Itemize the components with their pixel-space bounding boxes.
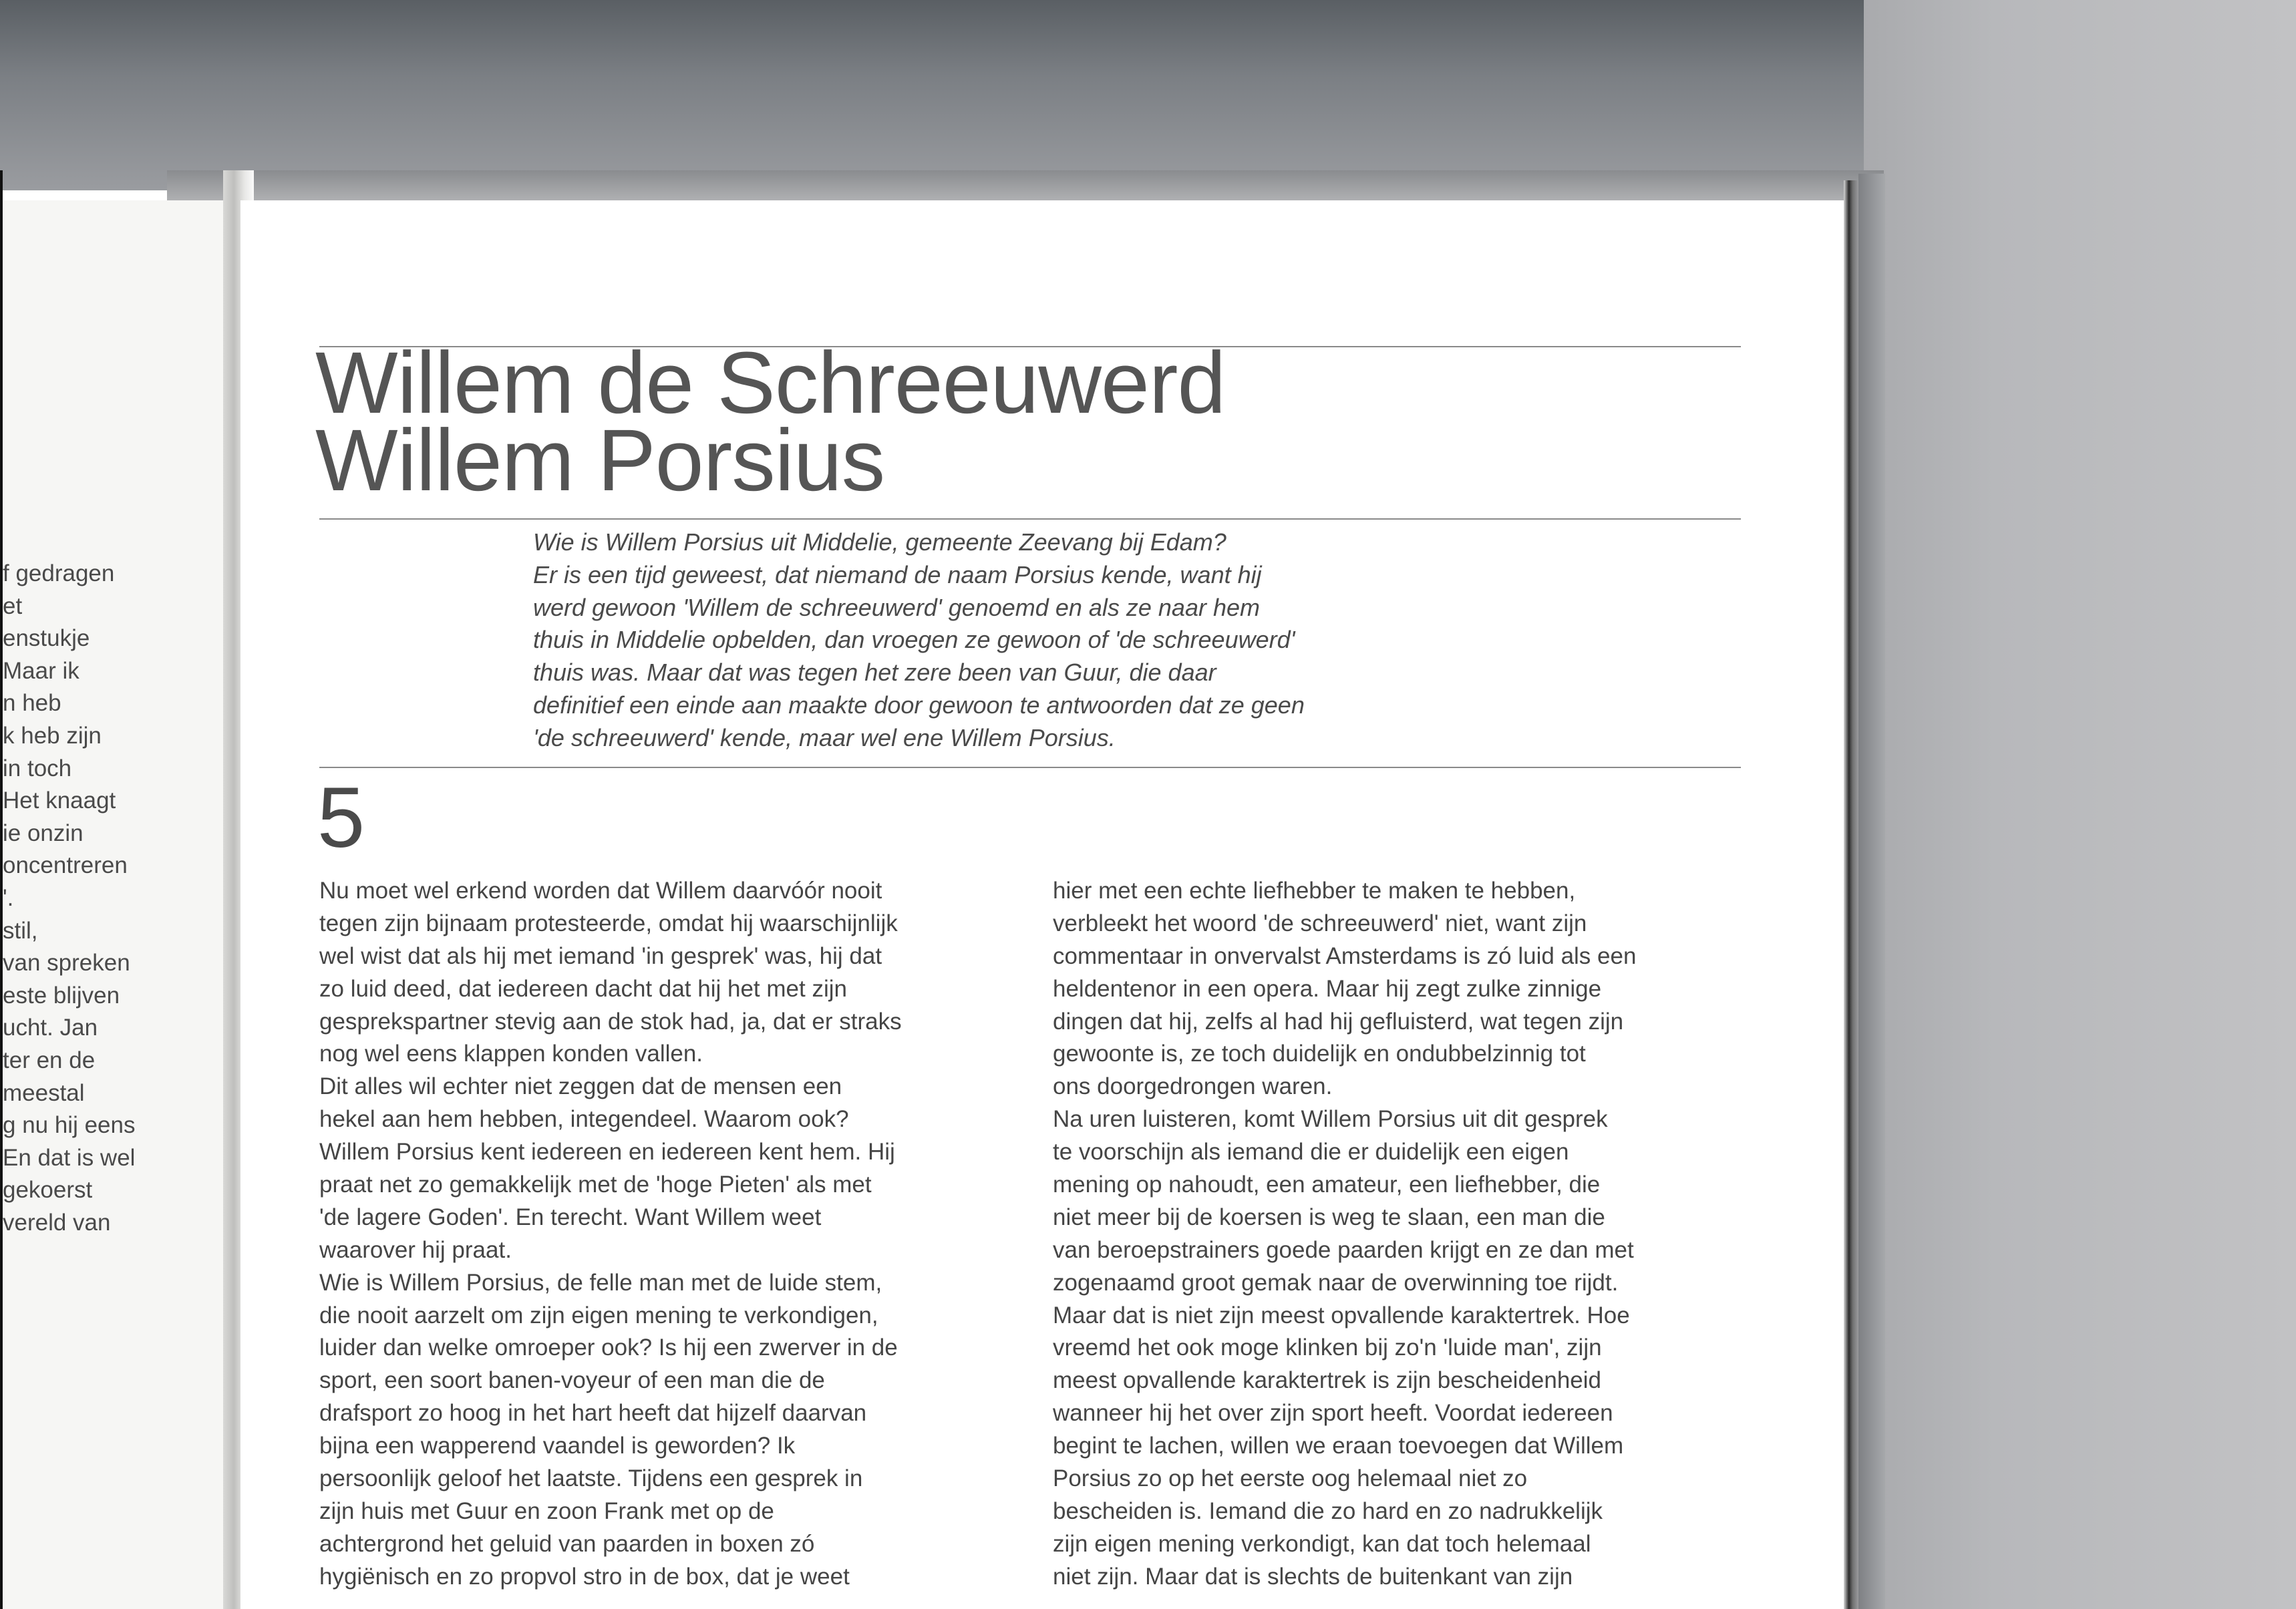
body-line: te voorschijn als iemand die er duidelijk een eigen — [1053, 1139, 1569, 1166]
body-line: bescheiden is. Iemand die zo hard en zo nadrukkelijk — [1053, 1497, 1603, 1524]
left-page-line: Maar ik — [3, 657, 79, 684]
body-line: commentaar in onvervalst Amsterdams is zó luid als een — [1053, 942, 1637, 969]
body-line: van beroepstrainers goede paarden krijgt en ze dan met — [1053, 1236, 1634, 1263]
body-line: Wie is Willem Porsius, de felle man met de luide stem, — [319, 1269, 882, 1296]
body-line: ons doorgedrongen waren. — [1053, 1073, 1333, 1100]
body-line: zogenaamd groot gemak naar de overwinning toe rijdt. — [1053, 1269, 1619, 1296]
book-cover-right-edge — [1858, 174, 1885, 1609]
body-line: waarover hij praat. — [319, 1236, 512, 1263]
chapter-number: 5 — [317, 770, 365, 866]
body-line: wel wist dat als hij met iemand 'in gesprek' was, hij dat — [319, 942, 882, 969]
left-page-line: Het knaagt — [3, 787, 116, 814]
body-line: drafsport zo hoog in het hart heeft dat hijzelf daarvan — [319, 1400, 867, 1427]
left-page-line: ucht. Jan — [3, 1015, 98, 1041]
body-line: achtergrond het geluid van paarden in boxen zó — [319, 1530, 815, 1557]
left-page-line: in toch — [3, 755, 72, 781]
body-line: niet zijn. Maar dat is slechts de buitenkant van zijn — [1053, 1563, 1573, 1590]
body-line: zo luid deed, dat iedereen dacht dat hij het met zijn — [319, 975, 847, 1002]
left-page-text — [3, 558, 223, 1239]
body-line: begint te lachen, willen we eraan toevoegen dat Willem — [1053, 1433, 1624, 1459]
body-line: vreemd het ook moge klinken bij zo'n 'luide man', zijn — [1053, 1334, 1602, 1361]
body-line: verbleekt het woord 'de schreeuwerd' niet, want zijn — [1053, 910, 1587, 936]
intro-line: Wie is Willem Porsius uit Middelie, gemeente Zeevang bij Edam? — [533, 528, 1226, 556]
body-line: Willem Porsius kent iedereen en iedereen kent hem. Hij — [319, 1139, 895, 1166]
intro-line: thuis was. Maar dat was tegen het zere been van Guur, die daar — [533, 659, 1216, 687]
body-line: bijna een wapperend vaandel is geworden? Ik — [319, 1433, 796, 1459]
body-line: hier met een echte liefhebber te maken te hebben, — [1053, 878, 1576, 904]
left-page-line: vereld van — [3, 1209, 111, 1236]
body-column-1 — [319, 875, 1027, 1594]
left-page-line: k heb zijn — [3, 722, 102, 749]
intro-paragraph — [533, 526, 1455, 755]
left-page-line: meestal — [3, 1079, 85, 1106]
left-page-line: van spreken — [3, 950, 130, 976]
intro-rule — [319, 767, 1741, 768]
book-cover-top-edge — [167, 170, 1884, 204]
body-line: tegen zijn bijnaam protesteerde, omdat hij waarschijnlijk — [319, 910, 898, 936]
body-line: hygiënisch en zo propvol stro in de box, dat je weet — [319, 1563, 850, 1590]
body-line: zijn eigen mening verkondigt, kan dat toch helemaal — [1053, 1530, 1591, 1557]
body-line: Nu moet wel erkend worden dat Willem daarvóór nooit — [319, 878, 882, 904]
intro-line: werd gewoon 'Willem de schreeuwerd' genoemd en als ze naar hem — [533, 593, 1260, 621]
body-line: mening op nahoudt, een amateur, een liefhebber, die — [1053, 1172, 1601, 1198]
chapter-title-line-1: Willem de Schreeuwerd — [315, 333, 1226, 431]
left-page-line: enstukje — [3, 625, 90, 652]
body-line: Dit alles wil echter niet zeggen dat de mensen een — [319, 1073, 842, 1100]
body-line: gewoonte is, ze toch duidelijk en ondubbelzinnig tot — [1053, 1041, 1586, 1067]
left-page-line: '. — [3, 884, 14, 911]
left-page-line: f gedragen — [3, 560, 115, 586]
body-line: heldentenor in een opera. Maar hij zegt zulke zinnige — [1053, 975, 1602, 1002]
left-page-line: oncentreren — [3, 852, 128, 879]
left-page — [3, 200, 223, 1609]
left-page-line: et — [3, 592, 23, 619]
chapter-title-line-2: Willem Porsius — [315, 411, 885, 509]
body-line: Porsius zo op het eerste oog helemaal niet zo — [1053, 1465, 1528, 1492]
intro-line: thuis in Middelie opbelden, dan vroegen ze gewoon of 'de schreeuwerd' — [533, 626, 1295, 654]
body-line: dingen dat hij, zelfs al had hij gefluisterd, wat tegen zijn — [1053, 1008, 1624, 1035]
intro-line: Er is een tijd geweest, dat niemand de naam Porsius kende, want hij — [533, 560, 1262, 588]
left-page-line: este blijven — [3, 982, 120, 1009]
body-line: gesprekspartner stevig aan de stok had, ja, dat er straks — [319, 1008, 902, 1035]
left-page-line: En dat is wel — [3, 1144, 136, 1171]
title-rule — [319, 518, 1741, 520]
body-line: sport, een soort banen-voyeur of een man die de — [319, 1367, 825, 1394]
left-page-line: gekoerst — [3, 1177, 93, 1204]
body-line: meest opvallende karaktertrek is zijn bescheidenheid — [1053, 1367, 1602, 1394]
body-line: praat net zo gemakkelijk met de 'hoge Pieten' als met — [319, 1172, 872, 1198]
body-line: Maar dat is niet zijn meest opvallende karaktertrek. Hoe — [1053, 1302, 1630, 1328]
body-line: wanneer hij het over zijn sport heeft. Voordat iedereen — [1053, 1400, 1613, 1427]
scan-background-right — [1864, 0, 2296, 1609]
intro-line: definitief een einde aan maakte door gewoon te antwoorden dat ze geen — [533, 691, 1305, 719]
body-column-2 — [1053, 875, 1761, 1594]
body-line: luider dan welke omroeper ook? Is hij een zwerver in de — [319, 1334, 898, 1361]
left-page-line: g nu hij eens — [3, 1112, 136, 1139]
body-line: persoonlijk geloof het laatste. Tijdens een gesprek in — [319, 1465, 863, 1492]
left-page-line: ie onzin — [3, 820, 84, 846]
body-line: 'de lagere Goden'. En terecht. Want Willem weet — [319, 1204, 822, 1230]
left-page-line: stil, — [3, 917, 38, 944]
body-line: die nooit aarzelt om zijn eigen mening te verkondigen, — [319, 1302, 878, 1328]
body-line: zijn huis met Guur en zoon Frank met op de — [319, 1497, 774, 1524]
chapter-title — [315, 333, 1745, 509]
intro-line: 'de schreeuwerd' kende, maar wel ene Willem Porsius. — [533, 723, 1116, 751]
body-line: niet meer bij de koersen is weg te slaan, een man die — [1053, 1204, 1605, 1230]
left-page-line: n heb — [3, 690, 61, 717]
body-line: Na uren luisteren, komt Willem Porsius uit dit gesprek — [1053, 1106, 1608, 1133]
page-stack-edge — [1844, 180, 1858, 1609]
left-page-line: ter en de — [3, 1047, 96, 1073]
body-line: nog wel eens klappen konden vallen. — [319, 1041, 703, 1067]
body-line: hekel aan hem hebben, integendeel. Waarom ook? — [319, 1106, 849, 1133]
